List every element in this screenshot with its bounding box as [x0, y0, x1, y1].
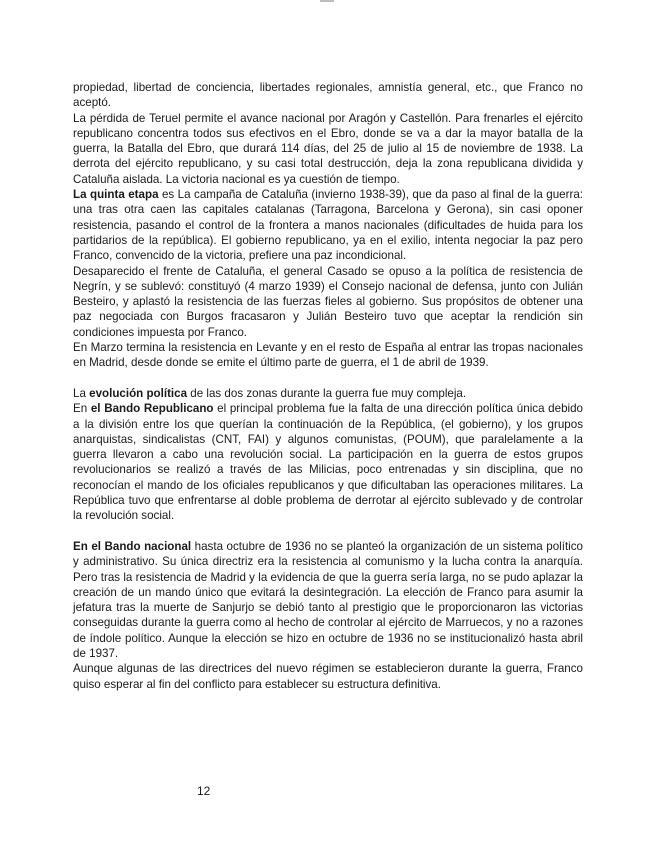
text-run: el principal problema fue la falta de una dirección política única debido a la división entre los que querían la continuación de la República, (el gobierno), y los grupos anarquistas, sindicalistas (CNT, FAI) y algunos comunistas, (POUM), que paralelamente a la guerra llevaron a cabo una revolución social. La participación en la guerra de estos grupos revolucionarios se realizó a través de las Milicias, poco entrenadas y sin disciplina, que no reconocían el mando de los oficiales republicanos y que dificultaban las operaciones militares. La República tuvo que enfrentarse al doble problema de derrotar al ejército sublevado y de controlar la revolución social.	[73, 402, 583, 523]
page-number: 12	[197, 784, 211, 798]
text-run: La pérdida de Teruel permite el avance nacional por Aragón y Castellón. Para frenarles el ejército republicano concentra todos sus efectivos en el Ebro, donde se va a dar la mayor batalla de la guerra, la Batalla del Ebro, que durará 114 días, del 25 de julio al 15 de noviembre de 1938. La derrota del ejército republicano, y su casi total destrucción, deja la zona republicana dividida y Cataluña aislada. La victoria nacional es ya cuestión de tiempo.	[73, 111, 583, 186]
paragraph	[73, 661, 583, 692]
text-run: hasta octubre de 1936 no se planteó la organización de un sistema político y administrativo. Su única directriz era la resistencia al comunismo y la lucha contra la anarquía. Pero tras la resistencia de Madrid y la evidencia de que la guerra sería larga, no se pudo aplazar la creación de un mando único que evitará la desintegración. La elección de Franco para asumir la jefatura tras la muerte de Sanjurjo se debió tanto al prestigio que le proporcionaron las victorias conseguidas durante la guerra como al hecho de controlar al ejército de Marruecos, y no a razones de índole político. Aunque la elección se hizo en octubre de 1936 no se institucionalizó hasta abril de 1937.	[73, 539, 583, 660]
text-run: Desaparecido el frente de Cataluña, el general Casado se opuso a la política de resistencia de Negrín, y se sublevó: constituyó (4 marzo 1939) el Consejo nacional de defensa, junto con Julián Besteiro, y aplastó la resistencia de las fuerzas fieles al gobierno. Sus propósitos de obtener una paz negociada con Burgos fracasaron y Julián Besteiro tuvo que aceptar la rendición sin condiciones impuesta por Franco.	[73, 264, 583, 339]
text-run: propiedad, libertad de conciencia, libertades regionales, amnistía general, etc., que Franco no aceptó.	[73, 81, 583, 110]
text-run: La	[73, 386, 90, 400]
paragraph	[73, 80, 583, 111]
text-run: es La campaña de Cataluña (invierno 1938-39), que da paso al final de la guerra: una tras otra caen las capitales catalanas (Tarragona, Barcelona y Gerona), sin casi oponer resistencia, pasando el control de la frontera a manos nacionales (dificultades de huida para los partidarios de la república). El gobierno republicano, ya en el exilio, intenta negociar la paz pero Franco, convencido de la victoria, prefiere una paz incondicional.	[73, 188, 583, 263]
paragraph	[73, 340, 583, 371]
bold-phrase: el Bando Republicano	[90, 402, 214, 416]
paragraph	[73, 264, 583, 340]
paragraph	[73, 111, 583, 187]
text-run: En	[73, 402, 91, 416]
bold-phrase: La quinta etapa	[73, 188, 159, 202]
paragraph-spacer	[73, 524, 583, 539]
bold-phrase: evolución política	[89, 386, 188, 400]
paragraph	[73, 539, 583, 661]
text-run: En Marzo termina la resistencia en Levante y en el resto de España al entrar las tropas nacionales en Madrid, desde donde se emite el último parte de guerra, el 1 de abril de 1939.	[73, 341, 583, 370]
document-body	[73, 80, 583, 692]
paragraph-spacer	[73, 371, 583, 386]
paragraph	[73, 187, 583, 263]
page-top-mark	[320, 0, 334, 2]
text-run: Aunque algunas de las directrices del nuevo régimen se establecieron durante la guerra, Franco quiso esperar al fin del conflicto para establecer su estructura definitiva.	[73, 662, 583, 691]
bold-phrase: En el Bando nacional	[73, 539, 192, 553]
paragraph	[73, 386, 583, 401]
paragraph	[73, 401, 583, 523]
text-run: de las dos zonas durante la guerra fue muy compleja.	[187, 386, 467, 400]
